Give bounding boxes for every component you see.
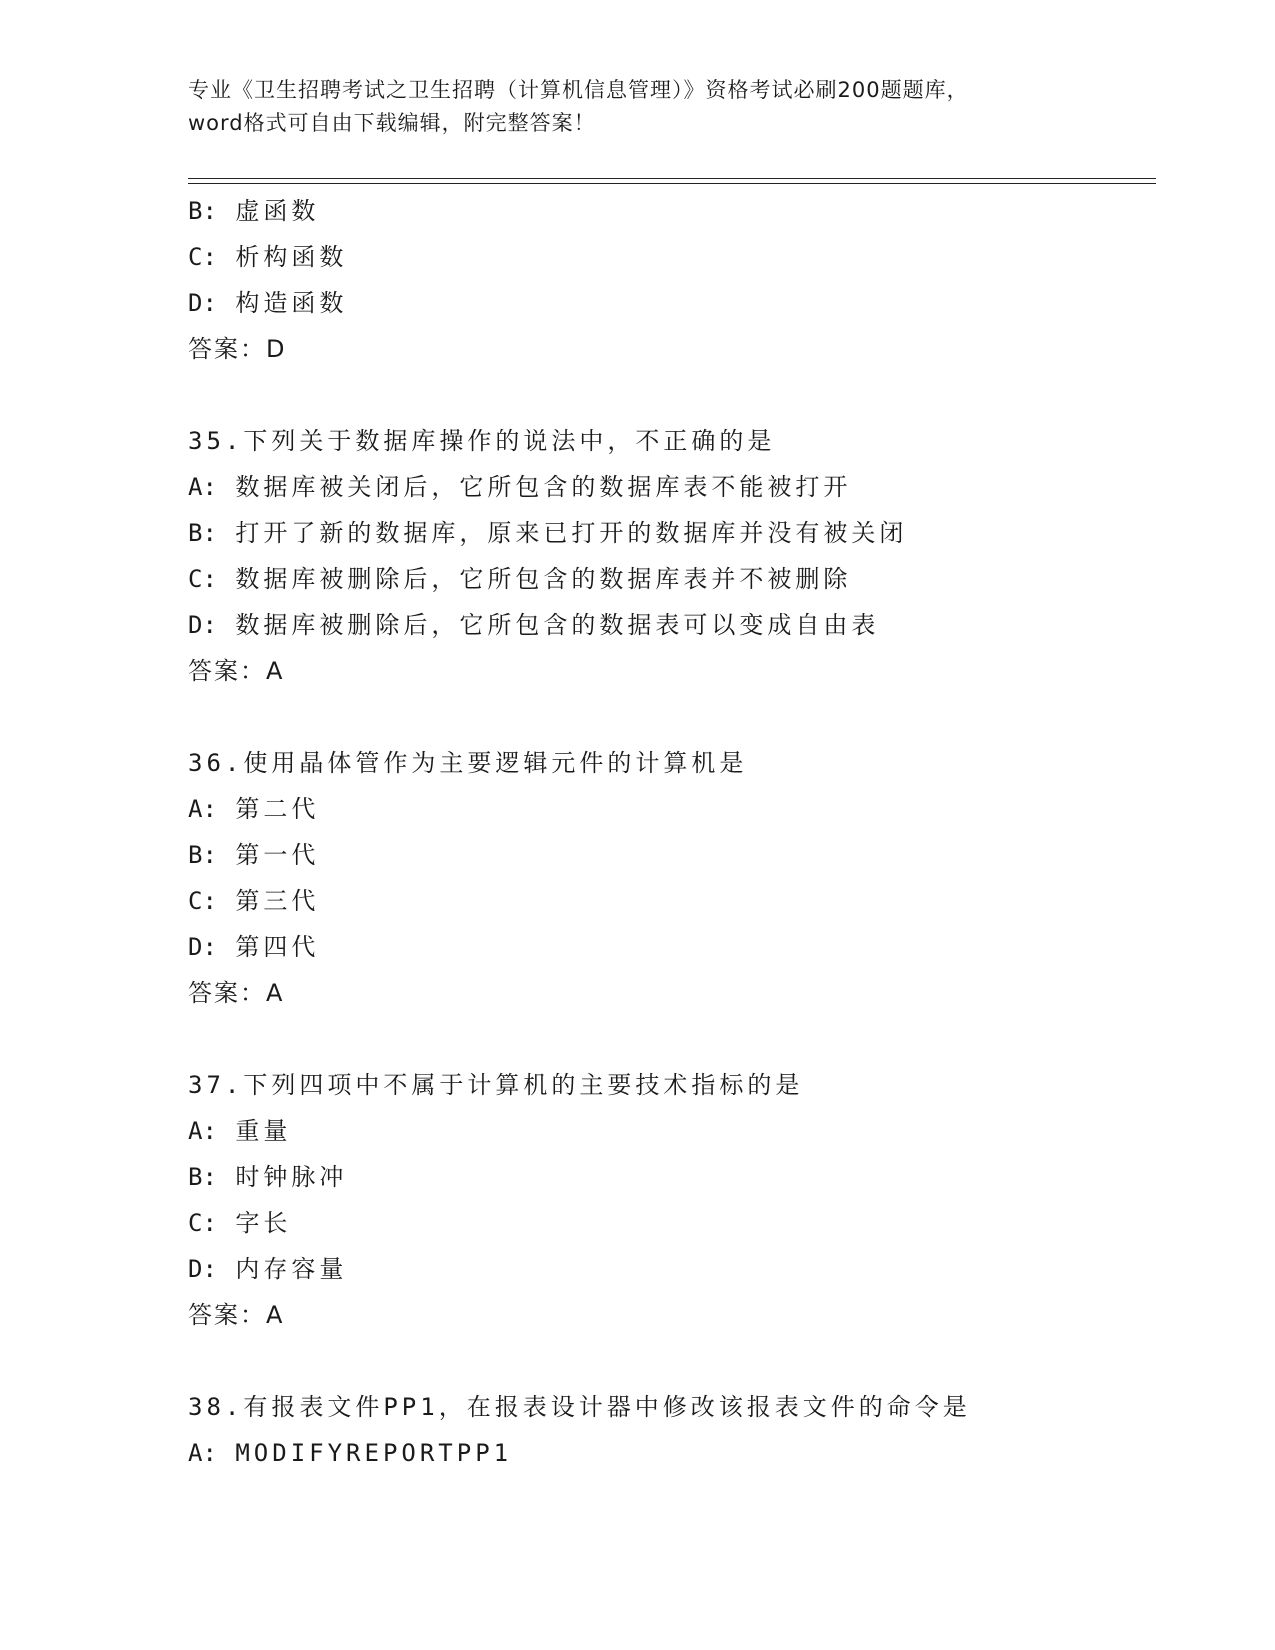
option-c: C: 第三代	[188, 887, 320, 915]
question-35	[188, 418, 1188, 694]
answer: 答案：A	[188, 657, 285, 685]
option-c: C: 字长	[188, 1209, 292, 1237]
answer: 答案：A	[188, 979, 285, 1007]
option-b: B: 第一代	[188, 841, 320, 869]
question-stem: 35.下列关于数据库操作的说法中，不正确的是	[188, 427, 776, 455]
question-37	[188, 1062, 1188, 1338]
option-b: B: 打开了新的数据库，原来已打开的数据库并没有被关闭	[188, 519, 908, 547]
question-stem: 38.有报表文件PP1，在报表设计器中修改该报表文件的命令是	[188, 1393, 971, 1421]
question-stem: 37.下列四项中不属于计算机的主要技术指标的是	[188, 1071, 804, 1099]
option-b: B: 时钟脉冲	[188, 1163, 348, 1191]
header-line-2: word格式可自由下载编辑，附完整答案！	[188, 111, 596, 135]
question-stem: 36.使用晶体管作为主要逻辑元件的计算机是	[188, 749, 748, 777]
option-a: A: 数据库被关闭后，它所包含的数据库表不能被打开	[188, 473, 852, 501]
option-c: C: 数据库被删除后，它所包含的数据库表并不被删除	[188, 565, 852, 593]
question-36	[188, 740, 1188, 1016]
answer: 答案：D	[188, 335, 287, 363]
option-a: A: MODIFYREPORTPP1	[188, 1439, 513, 1467]
document-header	[188, 74, 1088, 140]
question-34-continued	[188, 188, 1188, 372]
option-d: D: 内存容量	[188, 1255, 348, 1283]
question-38	[188, 1384, 1188, 1476]
option-d: D: 第四代	[188, 933, 320, 961]
header-divider-top	[188, 178, 1156, 179]
option-b: B: 虚函数	[188, 197, 320, 225]
option-a: A: 重量	[188, 1117, 292, 1145]
header-line-1: 专业《卫生招聘考试之卫生招聘（计算机信息管理）》资格考试必刷200题题库，	[188, 78, 969, 102]
option-c: C: 析构函数	[188, 243, 348, 271]
answer: 答案：A	[188, 1301, 285, 1329]
option-a: A: 第二代	[188, 795, 320, 823]
header-divider-bottom	[188, 183, 1156, 184]
question-list	[188, 188, 1188, 1476]
option-d: D: 数据库被删除后，它所包含的数据表可以变成自由表	[188, 611, 880, 639]
option-d: D: 构造函数	[188, 289, 348, 317]
